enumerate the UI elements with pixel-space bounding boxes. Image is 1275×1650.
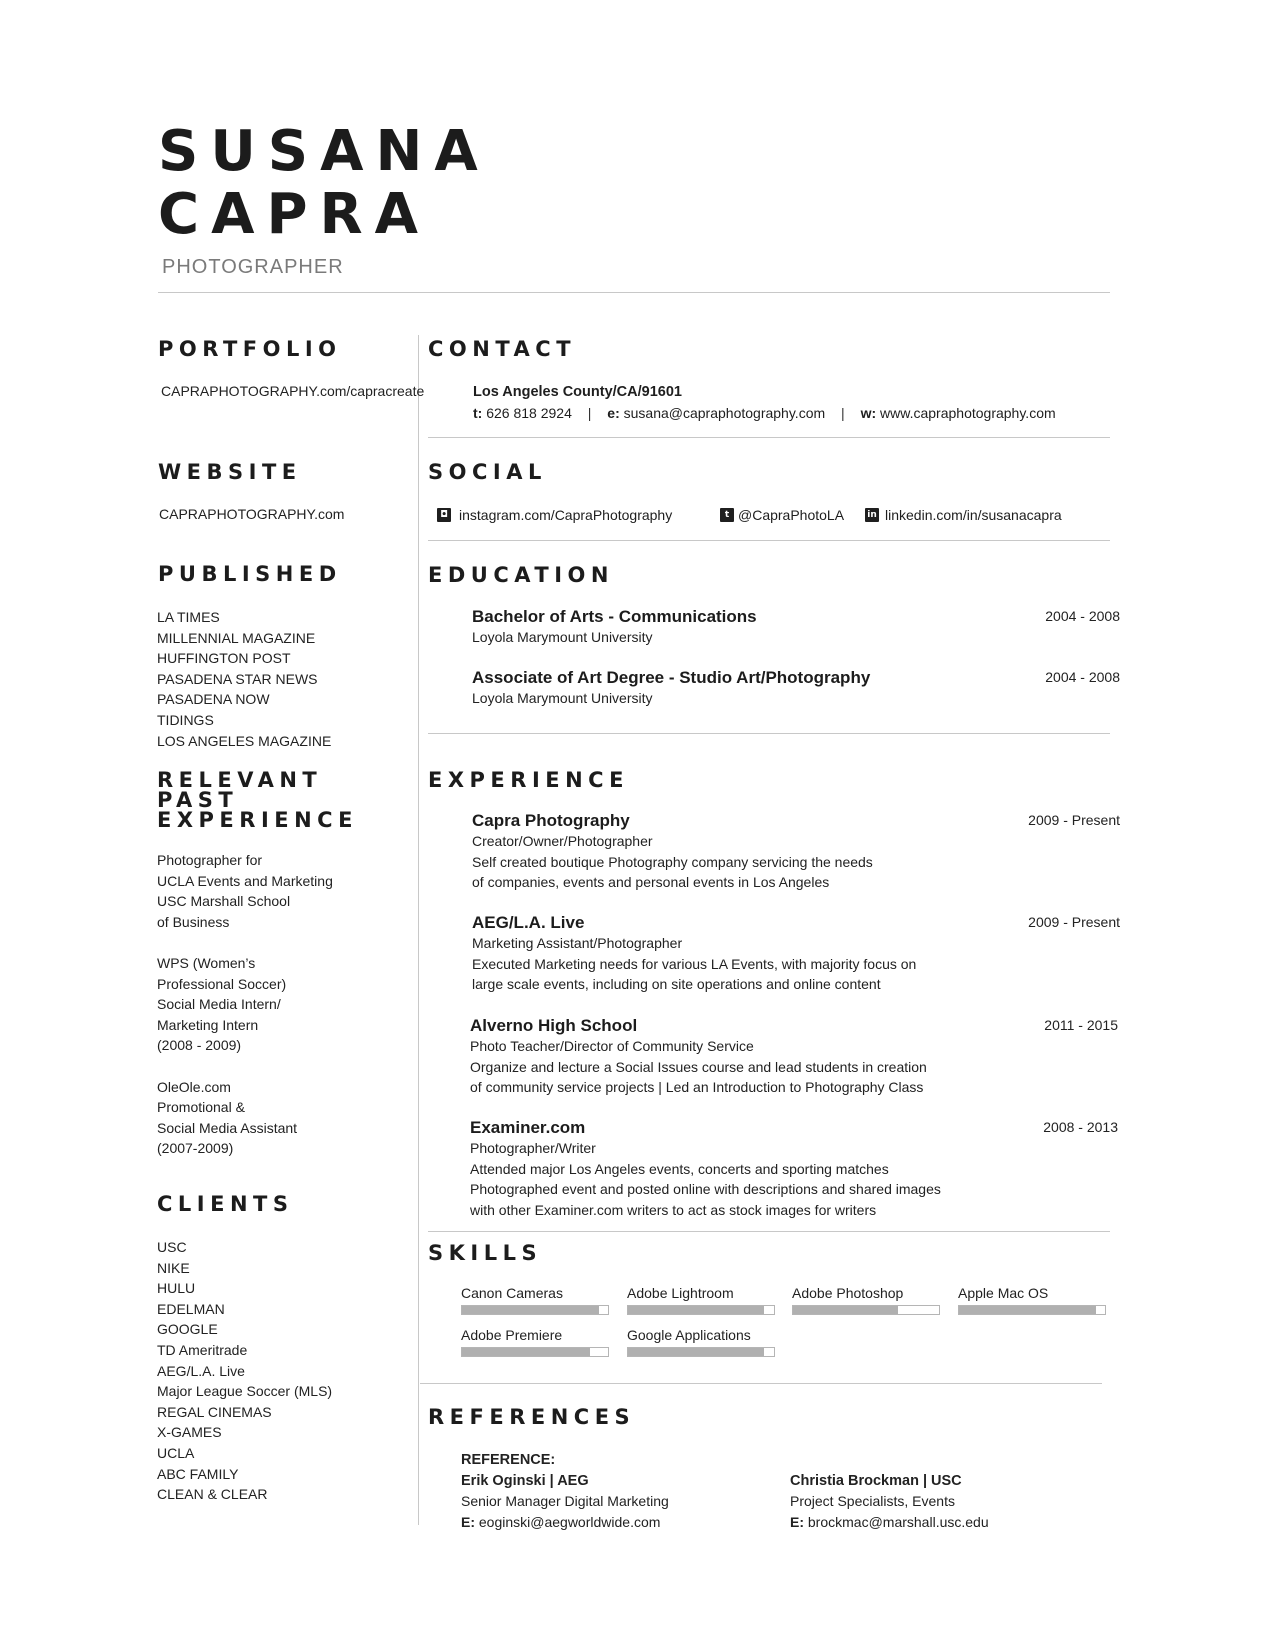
experience-entry	[470, 1015, 1118, 1098]
company-name: Capra Photography	[472, 811, 630, 830]
company-name: AEG/L.A. Live	[472, 913, 585, 932]
experience-dates: 2009 - Present	[1028, 812, 1120, 828]
skill-bar	[792, 1305, 940, 1315]
reference-title: Project Specialists, Events	[790, 1493, 955, 1510]
description-line: Organize and lecture a Social Issues course and lead students in creation	[470, 1058, 927, 1075]
skill-fill	[462, 1348, 590, 1356]
linkedin-link[interactable]: linkedin.com/in/susanacapra	[885, 507, 1062, 523]
list-item: NIKE	[157, 1259, 190, 1276]
web-link[interactable]: www.capraphotography.com	[880, 405, 1056, 421]
instagram-link[interactable]: instagram.com/CapraPhotography	[459, 507, 673, 523]
description-line: Attended major Los Angeles events, concerts and sporting matches	[470, 1160, 889, 1177]
first-name: SUSANA	[158, 119, 490, 184]
skill-name: Apple Mac OS	[958, 1285, 1049, 1301]
list-item: MILLENNIAL MAGAZINE	[157, 629, 316, 646]
portfolio-link[interactable]: CAPRAPHOTOGRAPHY.com/capracreate	[161, 383, 425, 399]
list-item: UCLA	[157, 1444, 195, 1461]
last-name: CAPRA	[158, 182, 430, 247]
contact-location: Los Angeles County/CA/91601	[473, 384, 682, 400]
reference-label: REFERENCE:	[461, 1452, 556, 1468]
reference-name: Christia Brockman | USC	[790, 1472, 962, 1489]
twitter-handle[interactable]: @CapraPhotoLA	[738, 507, 845, 523]
social-heading: SOCIAL	[428, 460, 547, 484]
education-divider	[428, 733, 1110, 734]
list-item: LOS ANGELES MAGAZINE	[157, 732, 332, 749]
description-line: Self created boutique Photography company servicing the needs	[472, 853, 873, 870]
role-title: Creator/Owner/Photographer	[472, 833, 653, 849]
list-item: ABC FAMILY	[157, 1465, 239, 1482]
social-divider	[428, 540, 1110, 541]
experience-heading: EXPERIENCE	[428, 768, 629, 792]
reference-card	[790, 1471, 989, 1533]
list-item: AEG/L.A. Live	[157, 1362, 245, 1379]
skill-fill	[628, 1306, 764, 1314]
list-item: REGAL CINEMAS	[157, 1403, 272, 1420]
reference-email-line	[461, 1512, 669, 1533]
description-line: large scale events, including on site operations and online content	[472, 976, 881, 993]
experience-divider	[428, 1231, 1110, 1232]
phone-number[interactable]: 626 818 2924	[486, 405, 572, 421]
reference-email-line	[790, 1512, 989, 1533]
portfolio-heading: PORTFOLIO	[158, 337, 342, 361]
skill-bar	[461, 1305, 609, 1315]
school-name: Loyola Marymount University	[472, 629, 653, 645]
company-name: Alverno High School	[470, 1016, 638, 1035]
skill-name: Adobe Photoshop	[792, 1285, 904, 1301]
published-list	[157, 607, 331, 751]
candidate-name	[158, 120, 490, 246]
role-title: Photo Teacher/Director of Community Service	[470, 1038, 754, 1054]
company-name: Examiner.com	[470, 1118, 586, 1137]
heading-line: EXPERIENCE	[157, 808, 358, 832]
skill-name: Google Applications	[627, 1327, 751, 1343]
relevant-experience-item: Photographer for UCLA Events and Marketing USC Marshall School of Business	[157, 852, 333, 930]
separator: |	[841, 405, 845, 421]
website-heading: WEBSITE	[158, 460, 302, 484]
skills-heading: SKILLS	[428, 1241, 543, 1265]
skill-name: Adobe Lightroom	[627, 1285, 734, 1301]
role-title: Photographer/Writer	[470, 1140, 596, 1156]
list-item: LA TIMES	[157, 609, 220, 625]
skill-item	[627, 1326, 775, 1357]
email-label: e:	[607, 405, 620, 421]
skill-bar	[627, 1347, 775, 1357]
skill-fill	[628, 1348, 764, 1356]
skill-item	[627, 1284, 775, 1315]
phone-label: t:	[473, 405, 483, 421]
education-dates: 2004 - 2008	[1045, 608, 1120, 624]
clients-list	[157, 1237, 332, 1505]
twitter-icon: t	[720, 508, 734, 522]
email-label: E:	[790, 1513, 804, 1530]
social-instagram[interactable]	[437, 507, 672, 523]
published-heading: PUBLISHED	[158, 562, 342, 586]
heading-line: PAST	[157, 788, 239, 812]
skill-item	[461, 1326, 609, 1357]
job-title: PHOTOGRAPHER	[162, 256, 344, 278]
skill-bar	[627, 1305, 775, 1315]
education-entry	[472, 606, 1120, 648]
heading-line: RELEVANT	[157, 768, 323, 792]
email-label: E:	[461, 1513, 475, 1530]
skill-name: Canon Cameras	[461, 1285, 563, 1301]
degree-title: Associate of Art Degree - Studio Art/Photography	[472, 668, 871, 687]
list-item: CLEAN & CLEAR	[157, 1486, 268, 1503]
skill-fill	[959, 1306, 1096, 1314]
description-line: of companies, events and personal events in Los Angeles	[472, 874, 830, 891]
instagram-icon: ◘	[437, 508, 451, 522]
contact-heading: CONTACT	[428, 337, 577, 361]
education-dates: 2004 - 2008	[1045, 669, 1120, 685]
reference-email[interactable]: eoginski@aegworldwide.com	[478, 1513, 661, 1530]
experience-entry	[470, 1117, 1118, 1220]
column-divider	[418, 335, 419, 1525]
skill-item	[461, 1284, 609, 1315]
contact-details	[473, 405, 1056, 421]
description-line: with other Examiner.com writers to act as stock images for writers	[470, 1201, 877, 1218]
reference-card	[461, 1450, 669, 1532]
email-link[interactable]: susana@capraphotography.com	[623, 405, 826, 421]
description-line: Photographed event and posted online with descriptions and shared images	[470, 1181, 941, 1198]
skill-fill	[462, 1306, 599, 1314]
education-heading: EDUCATION	[428, 563, 614, 587]
skill-bar	[958, 1305, 1106, 1315]
degree-title: Bachelor of Arts - Communications	[472, 607, 757, 626]
skill-fill	[793, 1306, 898, 1314]
reference-title: Senior Manager Digital Marketing	[461, 1493, 669, 1510]
header-divider	[158, 292, 1110, 293]
list-item: GOOGLE	[157, 1321, 218, 1338]
references-heading: REFERENCES	[428, 1405, 636, 1429]
skill-name: Adobe Premiere	[461, 1327, 563, 1343]
list-item: HULU	[157, 1280, 196, 1297]
skill-item	[792, 1284, 940, 1315]
relevant-experience-item: WPS (Women’s Professional Soccer) Social Media Intern/ Marketing Intern (2008 - 2009)	[157, 954, 287, 1054]
relevant-experience-list	[157, 850, 333, 1180]
list-item: PASADENA STAR NEWS	[157, 670, 318, 687]
role-title: Marketing Assistant/Photographer	[472, 935, 683, 951]
relevant-experience-item: OleOle.com Promotional & Social Media Assistant (2007-2009)	[157, 1078, 298, 1157]
list-item: EDELMAN	[157, 1300, 225, 1317]
description-line: of community service projects | Led an Introduction to Photography Class	[470, 1079, 924, 1096]
school-name: Loyola Marymount University	[472, 690, 653, 706]
clients-heading: CLIENTS	[157, 1192, 294, 1216]
skill-bar	[461, 1347, 609, 1357]
list-item: HUFFINGTON POST	[157, 650, 291, 667]
reference-email[interactable]: brockmac@marshall.usc.edu	[807, 1513, 989, 1530]
list-item: TIDINGS	[157, 711, 214, 728]
list-item: X-GAMES	[157, 1424, 222, 1441]
contact-divider	[428, 437, 1110, 438]
social-twitter[interactable]	[720, 507, 844, 523]
reference-name: Erik Oginski | AEG	[461, 1472, 589, 1489]
list-item: USC	[157, 1239, 187, 1255]
description-line: Executed Marketing needs for various LA Events, with majority focus on	[472, 955, 917, 972]
list-item: Major League Soccer (MLS)	[157, 1383, 333, 1400]
list-item: PASADENA NOW	[157, 691, 270, 708]
experience-dates: 2009 - Present	[1028, 914, 1120, 930]
experience-dates: 2008 - 2013	[1043, 1119, 1118, 1135]
linkedin-icon: in	[865, 508, 879, 522]
education-entry	[472, 667, 1120, 709]
web-label: w:	[860, 405, 877, 421]
experience-entry	[472, 912, 1120, 995]
social-linkedin[interactable]	[865, 507, 1062, 523]
relevant-experience-heading	[157, 770, 397, 830]
skill-item	[958, 1284, 1106, 1315]
separator: |	[587, 405, 592, 421]
website-link[interactable]: CAPRAPHOTOGRAPHY.com	[159, 506, 345, 522]
experience-dates: 2011 - 2015	[1044, 1017, 1118, 1033]
experience-entry	[472, 810, 1120, 893]
list-item: TD Ameritrade	[157, 1341, 248, 1358]
skills-divider	[420, 1383, 1102, 1384]
